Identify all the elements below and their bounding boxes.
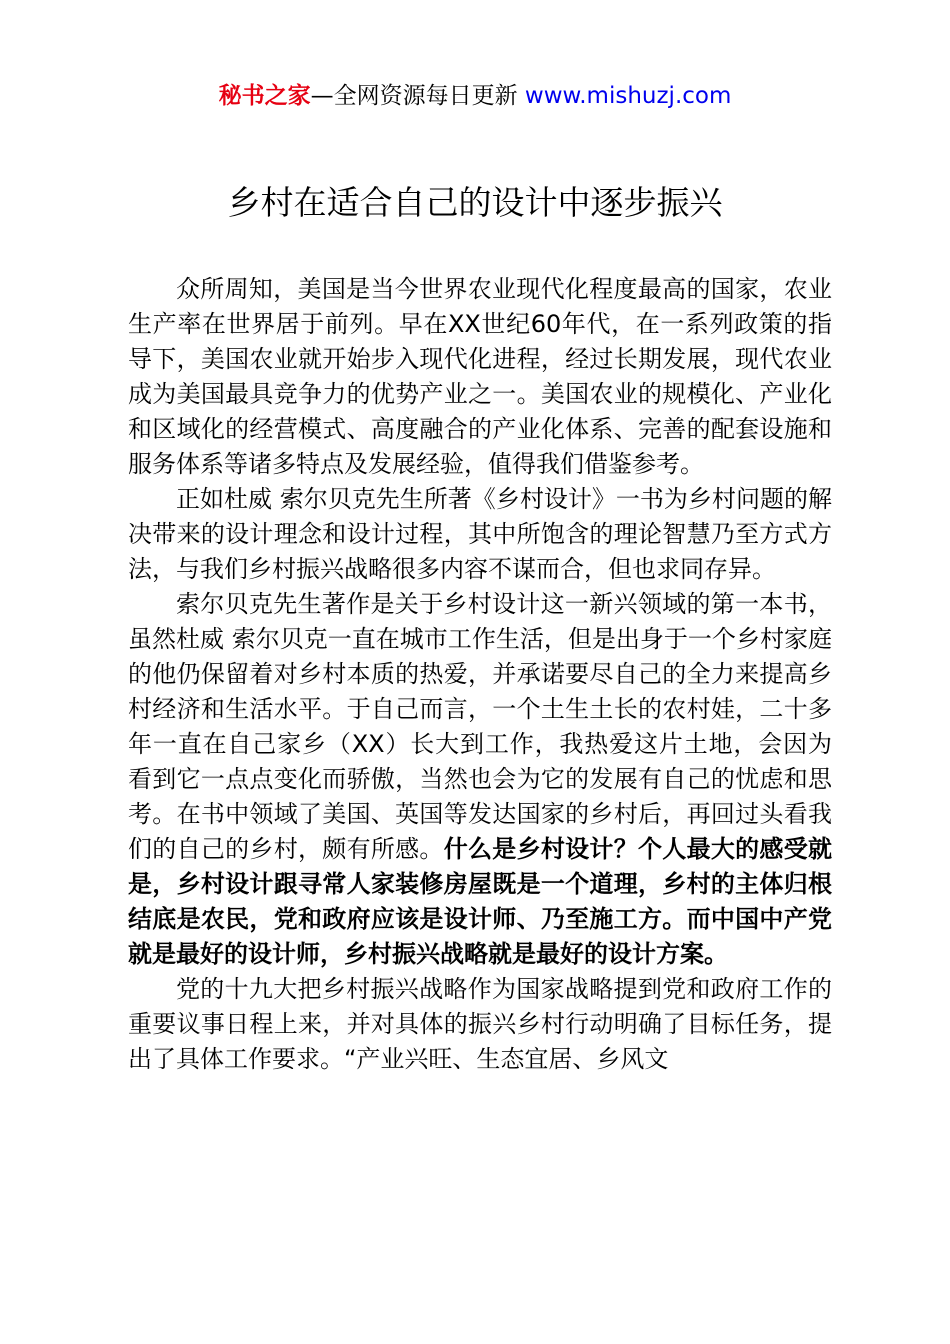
paragraph-3-bold-text: 什么是乡村设计？个人最大的感受就是，乡村设计跟寻常人家装修房屋既是一个道理，乡村的主体归根结底是农民，党和政府应该是设计师、乃至施工方。而中国中产党就是最好的设计师，乡村振兴战略就是最好的设计方案。	[128, 835, 833, 968]
paragraph-2-text: 正如杜威 索尔贝克先生所著《乡村设计》一书为乡村问题的解决带来的设计理念和设计过程，其中所饱含的理论智慧乃至方式方法，与我们乡村振兴战略很多内容不谋而合，但也求同存异。	[128, 485, 832, 583]
paragraph-4	[128, 972, 832, 1077]
site-brand: 秘书之家	[218, 83, 311, 109]
site-header	[0, 80, 950, 112]
paragraph-1-text: 众所周知，美国是当今世界农业现代化程度最高的国家，农业生产率在世界居于前列。早在XX世纪60年代，在一系列政策的指导下，美国农业就开始步入现代化进程，经过长期发展，现代农业成为美国最具竞争力的优势产业之一。美国农业的规模化、产业化和区域化的经营模式、高度融合的产业化体系、完善的配套设施和服务体系等诸多特点及发展经验，值得我们借鉴参考。	[128, 275, 832, 478]
site-url-link[interactable]: www.mishuzj.com	[524, 83, 732, 109]
paragraph-2	[128, 482, 832, 587]
paragraph-1	[128, 272, 832, 482]
paragraph-3	[128, 587, 832, 972]
document-title: 乡村在适合自己的设计中逐步振兴	[227, 183, 723, 222]
paragraph-3-text: 索尔贝克先生著作是关于乡村设计这一新兴领域的第一本书，虽然杜威 索尔贝克一直在城市工作生活，但是出身于一个乡村家庭的他仍保留着对乡村本质的热爱，并承诺要尽自己的全力来提高乡村经济和生活水平。于自己而言，一个土生土长的农村娃，二十多年一直在自己家乡（XX）长大到工作，我热爱这片土地，会因为看到它一点点变化而骄傲，当然也会为它的发展有自己的忧虑和思考。在书中领域了美国、英国等发达国家的乡村后，再回过头看我们的自己的乡村，颇有所感。	[128, 590, 832, 863]
paragraph-4-text: 党的十九大把乡村振兴战略作为国家战略提到党和政府工作的重要议事日程上来，并对具体的振兴乡村行动明确了目标任务，提出了具体工作要求。“产业兴旺、生态宜居、乡风文	[128, 975, 832, 1073]
site-tagline: —全网资源每日更新	[310, 83, 525, 109]
document-body	[128, 272, 832, 1077]
